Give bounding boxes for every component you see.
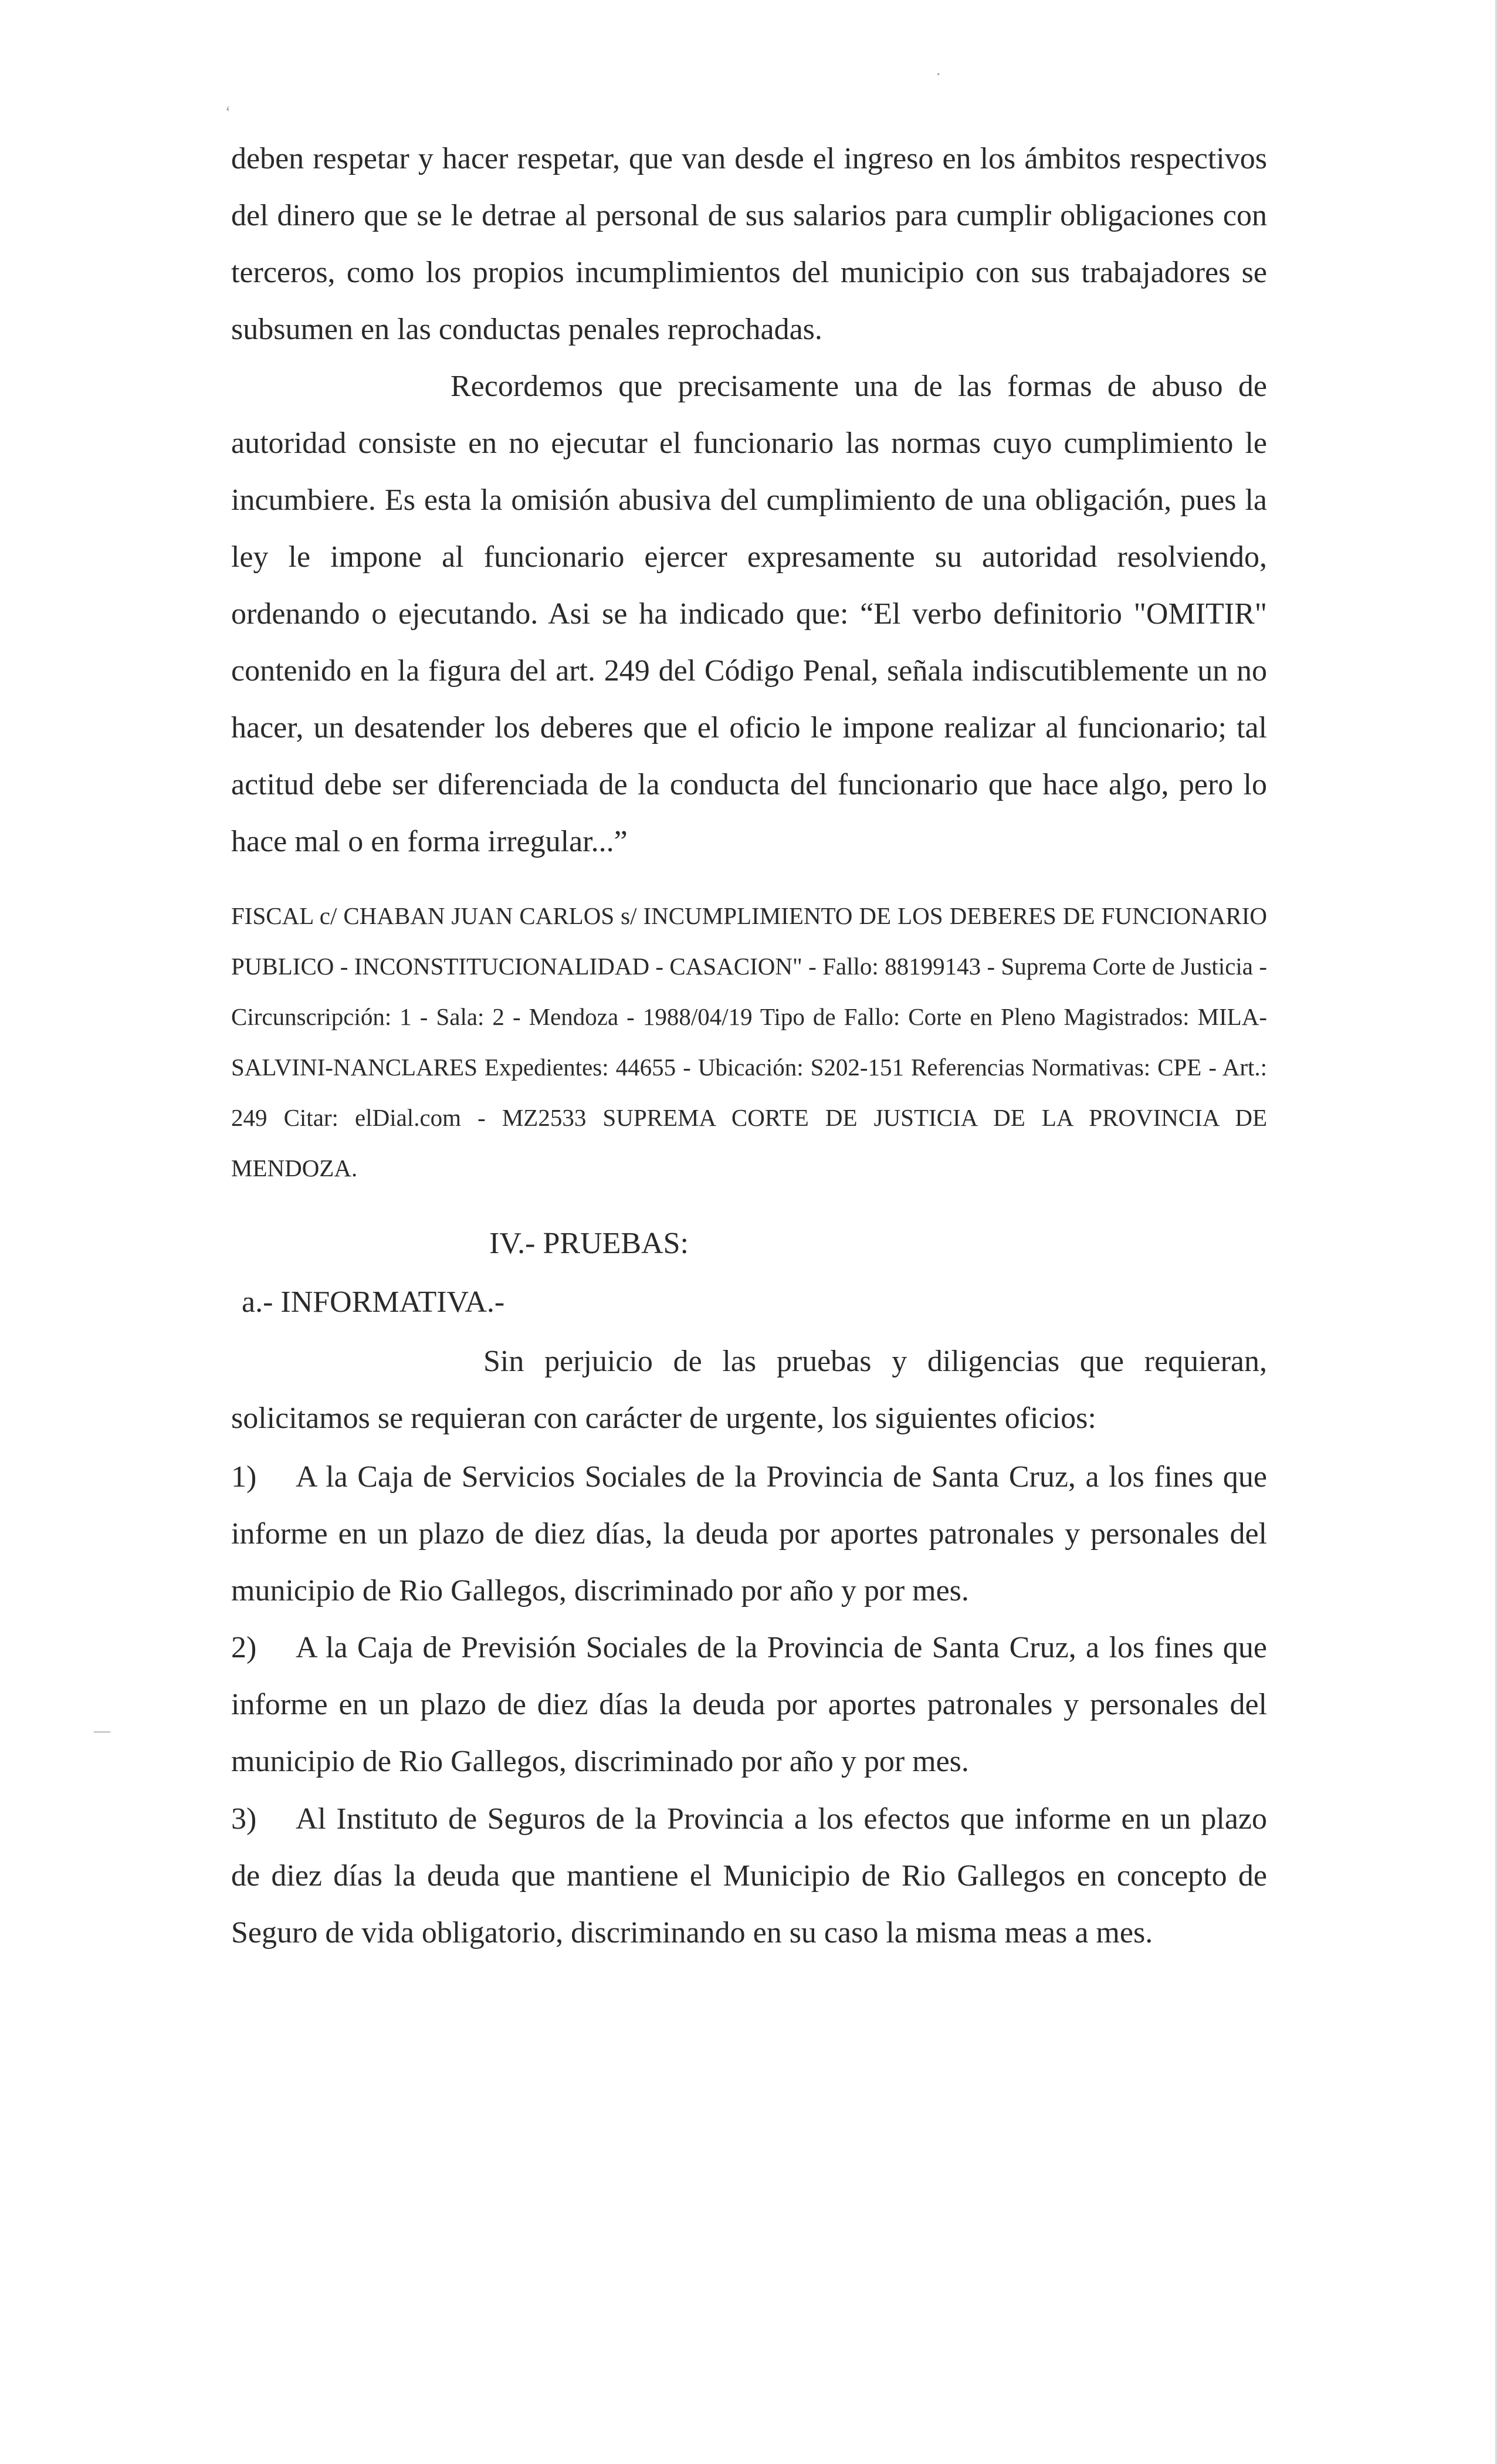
list-item-3 — [231, 1791, 1267, 1961]
body-text — [231, 130, 1267, 870]
paragraph-continuation: deben respetar y hacer respetar, que van desde el ingreso en los ámbitos respectivos del dinero que se le detrae al personal de sus salarios para cumplir obligaciones con terceros, como los propios incumplimientos del municipio con sus trabajadores se subsumen en las conductas penales reprochadas. — [231, 142, 1267, 346]
list-text: A la Caja de Previsión Sociales de la Provincia de Santa Cruz, a los fines que informe en un plazo de diez días la deuda por aportes patronales y personales del municipio de Rio Gallegos, discriminado por año y por mes. — [231, 1631, 1267, 1778]
list-text: Al Instituto de Seguros de la Provincia a los efectos que informe en un plazo de diez días la deuda que mantiene el Municipio de Rio Gallegos en concepto de Seguro de vida obligatorio, discriminando en su caso la misma meas a mes. — [231, 1802, 1267, 1949]
scan-speck: · — [936, 66, 941, 84]
list-text: A la Caja de Servicios Sociales de la Provincia de Santa Cruz, a los fines que informe en un plazo de diez días, la deuda por aportes patronales y personales del municipio de Rio Gallegos, discriminado por año y por mes. — [231, 1460, 1267, 1607]
list-item-2 — [231, 1619, 1267, 1790]
list-item-1 — [231, 1448, 1267, 1619]
section-heading: IV.- PRUEBAS: — [489, 1227, 689, 1260]
list-number: 1) — [231, 1460, 257, 1494]
subsection-heading: a.- INFORMATIVA.- — [242, 1285, 505, 1319]
scan-speck: — — [94, 1722, 110, 1740]
intro-paragraph: Sin perjuicio de las pruebas y diligencias que requieran, solicitamos se requieran con carácter de urgente, los siguientes oficios: — [231, 1345, 1267, 1435]
list-number: 2) — [231, 1631, 257, 1664]
paragraph-recordemos: Recordemos que precisamente una de las formas de abuso de autoridad consiste en no ejecutar el funcionario las normas cuyo cumplimiento le incumbiere. Es esta la omisión abusiva del cumplimiento de una obligación, pues la ley le impone al funcionario ejercer expresamente su autoridad resolviendo, ordenando o ejecutando. Asi se ha indicado que: “El verbo definitorio "OMITIR" contenido en la figura del art. 249 del Código Penal, señala indiscutiblemente un no hacer, un desatender los deberes que el oficio le impone realizar al funcionario; tal actitud debe ser diferenciada de la conducta del funcionario que hace algo, pero lo hace mal o en forma irregular...” — [231, 370, 1267, 858]
list-number: 3) — [231, 1802, 257, 1836]
case-citation: FISCAL c/ CHABAN JUAN CARLOS s/ INCUMPLIMIENTO DE LOS DEBERES DE FUNCIONARIO PUBLICO - INCONSTITUCIONALIDAD - CASACION" - Fallo: 88199143 - Suprema Corte de Justicia - Circunscripción: 1 - Sala: 2 - Mendoza - 1988/04/19 Tipo de Fallo: Corte en Pleno Magistrados: MILA-SALVINI-NANCLARES Expedientes: 44655 - Ubicación: S202-151 Referencias Normativas: CPE - Art.: 249 Citar: elDial.com - MZ2533 SUPREMA CORTE DE JUSTICIA DE LA PROVINCIA DE MENDOZA. — [231, 902, 1267, 1182]
scan-speck: ‘ — [225, 103, 231, 121]
